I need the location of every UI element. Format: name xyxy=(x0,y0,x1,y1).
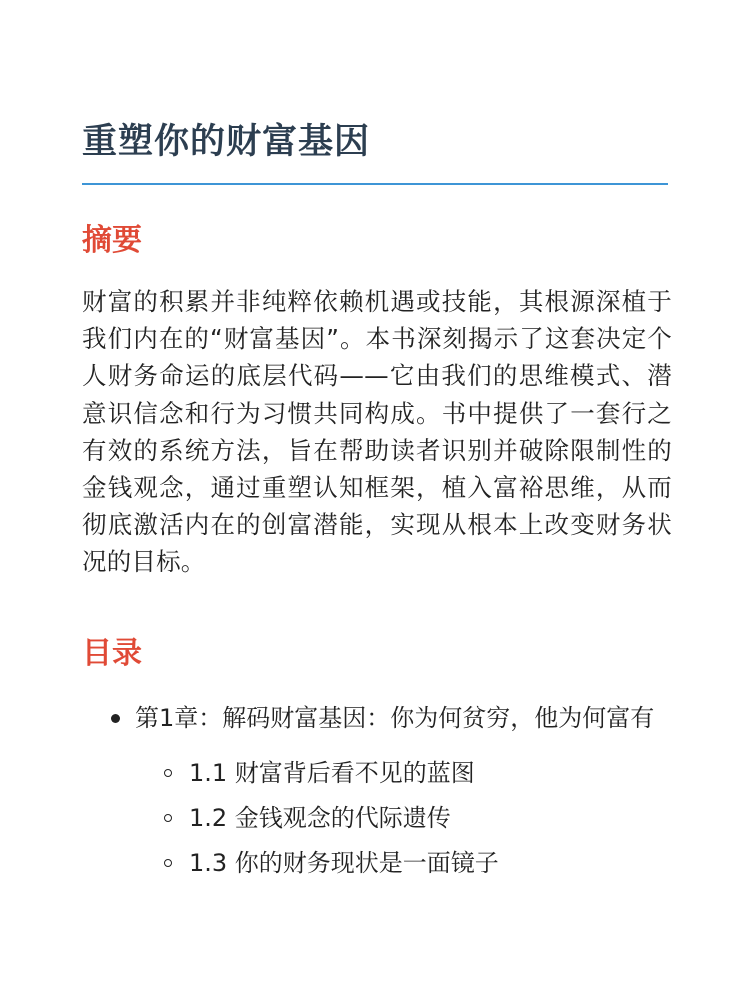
toc-section-label: 1.1 财富背后看不见的蓝图 xyxy=(189,759,475,787)
toc-heading: 目录 xyxy=(82,636,142,671)
bullet-circle-icon xyxy=(164,814,172,822)
summary-paragraph: 财富的积累并非纯粹依赖机遇或技能，其根源深植于我们内在的“财富基因”。本书深刻揭示了这套决定个人财务命运的底层代码——它由我们的思维模式、潜意识信念和行为习惯共同构成。书中提供了一套行之有效的系统方法，旨在帮助读者识别并破除限制性的金钱观念，通过重塑认知框架，植入富裕思维，从而彻底激活内在的创富潜能，实现从根本上改变财务状况的目标。 xyxy=(82,287,672,577)
bullet-circle-icon xyxy=(164,769,172,777)
table-of-contents xyxy=(82,700,668,890)
toc-section-1-1 xyxy=(135,755,668,792)
toc-section-1-2 xyxy=(135,800,668,837)
bullet-circle-icon xyxy=(164,859,172,867)
toc-section-label: 1.2 金钱观念的代际遗传 xyxy=(189,804,451,832)
toc-section-1-3 xyxy=(135,845,668,882)
summary-heading: 摘要 xyxy=(82,223,142,258)
toc-chapter-1 xyxy=(82,700,668,882)
title-divider xyxy=(82,183,668,185)
toc-subsection-list xyxy=(135,755,668,882)
toc-chapter-label: 第1章：解码财富基因：你为何贫穷，他为何富有 xyxy=(135,704,655,732)
bullet-disc-icon xyxy=(111,714,120,723)
page-title: 重塑你的财富基因 xyxy=(82,122,371,162)
toc-section-label: 1.3 你的财务现状是一面镜子 xyxy=(189,849,499,877)
